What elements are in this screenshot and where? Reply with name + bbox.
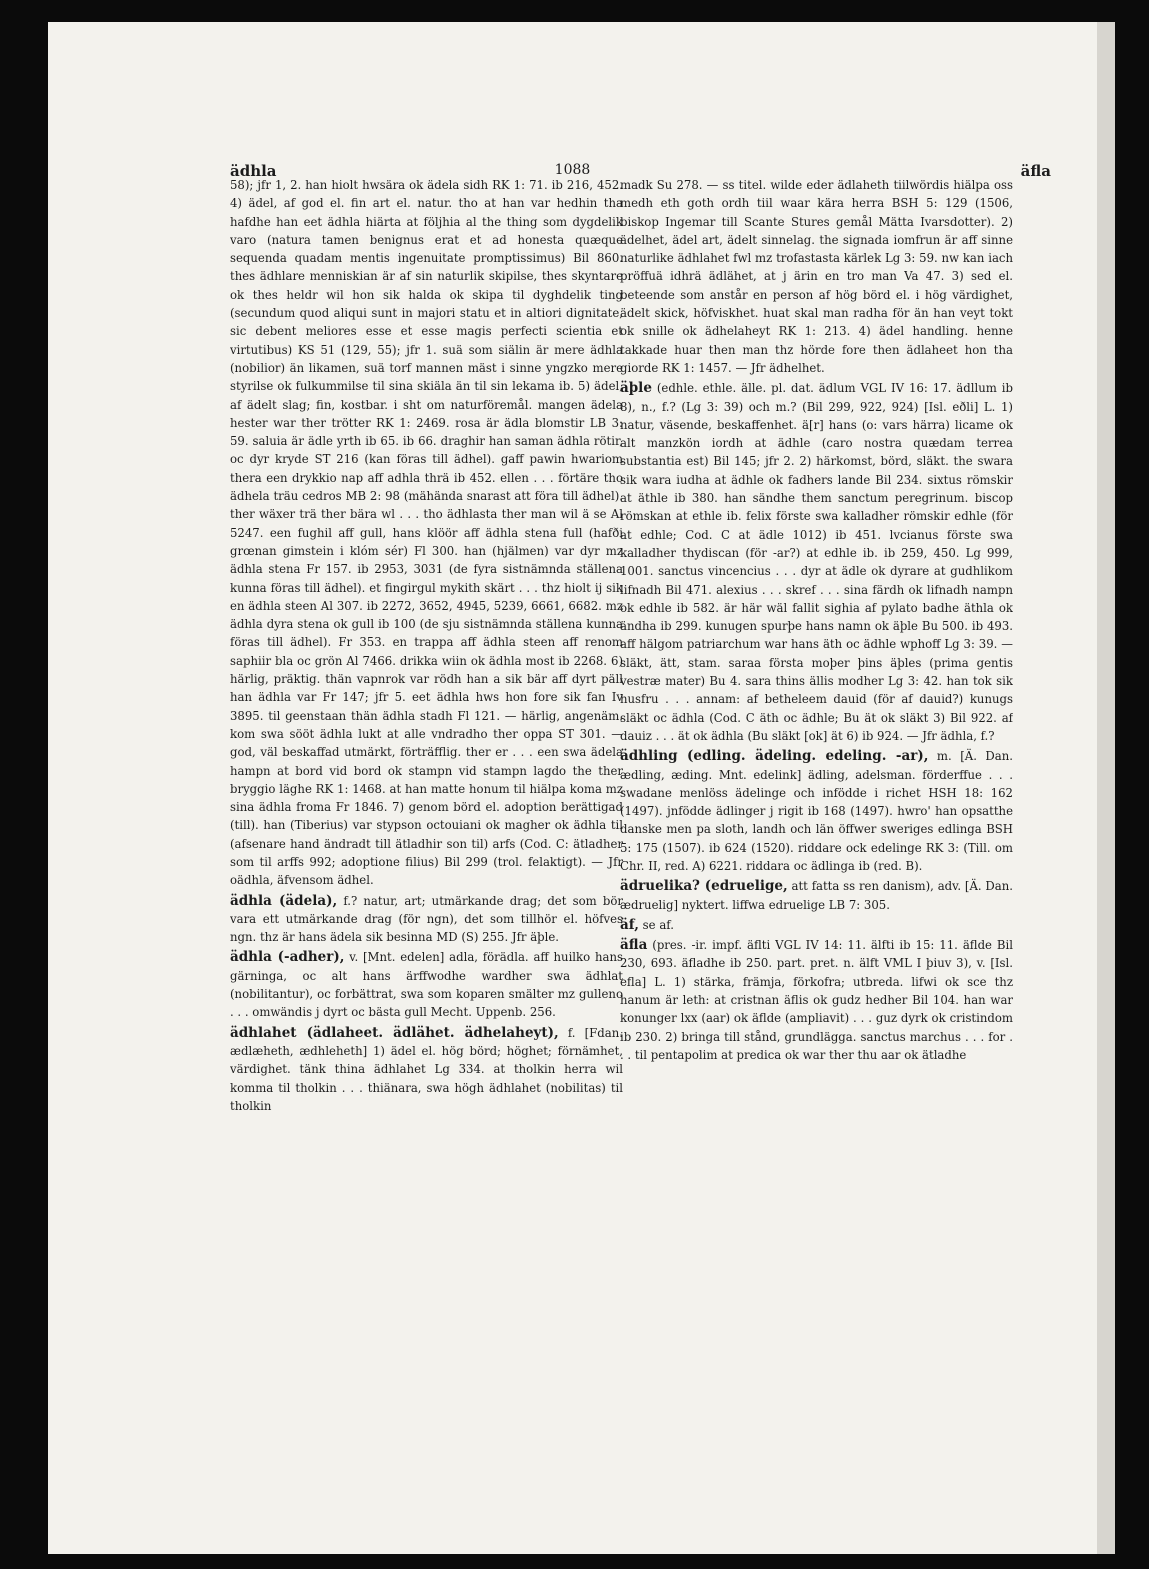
entry-text: (pres. -ir. impf. äflti VGL IV 14: 11. älfti ib 15: 11. äflde Bil 230, 693. äfladhe ib 250. part. pret. n. älft VML I þiuv 3), v. [Isl. efla] L. 1) stärka, främja, förkofra; utbreda. lifwi ok sce thz hanum är leth: at cristnan äflis ok gudz hedher Bil 104. han war konunger lxx (aar) ok äflde (ampliavit) . . . guz dyrk ok cristindom ib 230. 2) bringa till stånd, grundlägga. sanctus marchus . . . for . . . til pentapolim at predica ok war ther thu aar ok ätladhe	[620, 938, 1013, 1062]
entry-adhlahet	[230, 1024, 623, 1115]
entry-headword: äþle	[620, 380, 652, 397]
entry-athle	[620, 379, 1013, 745]
entry-adhla-f	[230, 892, 623, 947]
entry-headword: äf,	[620, 916, 639, 933]
entry-headword: äfla	[620, 937, 648, 954]
entry-af	[620, 916, 1013, 934]
page-number: 1088	[554, 162, 591, 178]
entry-text: v. [Mnt. edelen] adla, förädla. aff huilko hans gärninga, oc alt hans ärffwodhe wardher swa ädhlat (nobilitantur), oc forbättrat, swa som koparen smälter mz gulleno . . . omwändis j dyrt oc bästa gull Mecht. Uppenb. 256.	[230, 950, 623, 1020]
page-edge	[1097, 22, 1115, 1554]
entry-afla	[620, 936, 1013, 1064]
entry-headword: ädhla (-adher),	[230, 949, 345, 966]
entry-headword: ädhla (ädela),	[230, 892, 338, 909]
entry-text: se af.	[638, 917, 674, 932]
right-headword: äfla	[1020, 162, 1051, 180]
entry-adhling	[620, 747, 1013, 875]
left-paragraph-1: 58); jfr 1, 2. han hiolt hwsära ok ädela sidh RK 1: 71. ib 216, 452. 4) ädel, af god el. fin art el. natur. tho at han var hedhin tha hafdhe han eet ädhla hiärta at följhia al the thing som dygdelik varo (natura tamen benignus erat et ad honesta quæque sequenda quadam mentis ingenuitate promptissimus) Bil 860. thes ädhlare menniskian är af sin naturlik skipilse, thes skyntare ok thes heldr wil hon sik halda ok skipa til dyghdelik ting (secundum quod aliqui sunt in majori statu et in altiori dignitate, sic debent meliores esse et esse magis perfecti scientia et virtutibus) KS 51 (129, 55); jfr 1. suä som siälin är mere ädhla (nobilior) än likamen, suä torf mannen mäst i sinne yngzko mere styrilse ok fulkummilse til sina skiäla än til sin lekama ib. 5) ädel, af ädelt slag; fin, kostbar. i sht om naturföremål. mangen ädela hester war ther trötter RK 1: 2469. rosa är ädla blomstir LB 3: 59. saluia är ädle yrth ib 65. ib 66. draghir han saman ädhla rötir, oc dyr kryde ST 216 (kan föras till ädhel). gaff pawin hwariom thera een drykkio nap aff adhla thrä ib 452. ellen . . . förtäre tho ädhela träu cedros MB 2: 98 (mähända snarast att föra till ädhel). ther wäxer trä ther bära wl . . . tho ädhlasta ther man wil ä se Al 5247. een fughil aff gull, hans klöör aff ädhla stena full (hafði grœnan gimstein i klóm sér) Fl 300. han (hjälmen) var dyr mz ädhla stena Fr 157. ib 2953, 3031 (de fyra sistnämnda ställena kunna föras till ädhel). et fingirgul mykith skärt . . . thz hiolt ij sik en ädhla steen Al 307. ib 2272, 3652, 4945, 5239, 6661, 6682. mz ädhla dyra stena ok gull ib 100 (de sju sistnämnda ställena kunna föras till ädhel). Fr 353. en trappa aff ädhla steen aff renom saphiir bla oc grön Al 7466. drikka wiin ok ädhla most ib 2268. 6) härlig, präktig. thän vapnrok var rödh han a sik bär aff dyrt päll han ädhla var Fr 147; jfr 5. eet ädhla hws hon fore sik fan Iv 3895. til geenstaan thän ädhla stadh Fl 121. — härlig, angenäm. kom swa sööt ädhla lukt at alle vndradho ther oppa ST 301. — god, väl beskaffad utmärkt, förträfflig. ther er . . . een swa ädela hampn at bord vid bord ok stampn vid stampn lagdo the ther bryggio läghe RK 1: 1468. at han matte honum til hiälpa koma mz sina ädhla froma Fr 1846. 7) genom börd el. adoption berättigad (till). han (Tiberius) var stypson octouiani ok magher ok ädhla til (afsenare hand ändradt till ätladhir son til) arfs (Cod. C: ätladher som til arffs 992; adoptione filius) Bil 299 (trol. felaktigt). — Jfr oädhla, äfvensom ädhel.	[230, 178, 623, 888]
entry-headword: ädruelika? (edruelige,	[620, 878, 788, 895]
left-column	[230, 176, 623, 1376]
entry-text: f. [Fdan. ædlæheth, ædhleheth] 1) ädel el. hög börd; höghet; förnämhet, värdighet. tänk thina ädhlahet Lg 334. at tholkin herra wil komma til tholkin . . . thiänara, swa högh ädhlahet (nobilitas) til tholkin	[230, 1025, 623, 1113]
right-paragraph-1: madk Su 278. — ss titel. wilde eder ädlaheth tiilwördis hiälpa oss medh eth goth ordh tiil waar kära herra BSH 5: 129 (1506, biskop Ingemar till Scante Stures gemål Mätta Ivarsdotter). 2) ädelhet, ädel art, ädelt sinnelag. the signada iomfrun är aff sinne naturlike ädhlahet fwl mz trofastasta kärlek Lg 3: 59. nw kan iach pröffuä idhrä ädlähet, at j ärin en tro man Va 47. 3) sed el. beteende som anstår en person af hög börd el. i hög värdighet, ädelt skick, höfviskhet. huat skal man radha för än han veyt tokt ok snille ok ädhelaheyt RK 1: 213. 4) ädel handling. henne takkade huar then man thz hörde fore then ädlaheet hon tha giorde RK 1: 1457. — Jfr ädhelhet.	[620, 178, 1013, 375]
entry-text: (edhle. ethle. älle. pl. dat. ädlum VGL IV 16: 17. ädllum ib 8), n., f.? (Lg 3: 39) och m.? (Bil 299, 922, 924) [Isl. eðli] L. 1) natur, väsende, beskaffenhet. ä[r] hans (o: vars härra) licame ok alt manzkön iordh at ädhle (caro nostra quædam terrea substantia est) Bil 145; jfr 2. 2) härkomst, börd, släkt. the swara sik wara iudha at ädhle ok fadhers lande Bil 234. sixtus römskir at äthle ib 380. han sändhe them sanctum peregrinum. biscop römskan at ethle ib. felix förste swa kalladher römskir edhle (för at edhle; Cod. C at ädle 1012) ib 451. lvcianus förste swa kalladher thydiscan (för -ar?) at edhle ib. ib 259, 450. Lg 999, 1001. sanctus vincencius . . . dyr at ädle ok dyrare at gudhlikom lifnadh Bil 471. alexius . . . skref . . . sina färdh ok lifnadh nampn ok edhle ib 582. är här wäl fallit sighia af pylato badhe äthla ok ändha ib 299. kunugen spurþe hans namn ok äþle Bu 500. ib 493. aff hälgom patriarchum war hans äth oc ädhle wphoff Lg 3: 39. — släkt, ätt, stam. saraa första moþer þins äþles (prima gentis vestræ mater) Bu 4. sara thins ällis modher Lg 3: 42. han tok sik husfru . . . annam: af betheleem dauid (för af dauid?) kunugs släkt oc ädhla (Cod. C äth oc ädhle; Bu ät ok släkt 3) Bil 922. af dauiz . . . ät ok ädhla (Bu släkt [ok] ät 6) ib 924. — Jfr ädhla, f.?	[620, 381, 1013, 743]
entry-headword: ädhling (edling. ädeling. edeling. -ar),	[620, 748, 929, 765]
entry-headword: ädhlahet (ädlaheet. ädlähet. ädhelaheyt),	[230, 1024, 559, 1041]
entry-adhla-v	[230, 948, 623, 1021]
entry-text: f.? natur, art; utmärkande drag; det som bör vara ett utmärkande drag (för ngn), det som tillhör el. höfves ngn. thz är hans ädela sik besinna MD (S) 255. Jfr äþle.	[230, 893, 623, 945]
entry-text: att fatta ss ren danism), adv. [Ä. Dan. ædruelig] nyktert. liffwa edruelige LB 7: 305.	[620, 879, 1013, 912]
right-column	[620, 176, 1013, 1376]
entry-text: m. [Ä. Dan. ædling, æding. Mnt. edelink] ädling, adelsman. förderffue . . . swadane menlöss ädelinge och infödde i richet HSH 18: 162 (1497). jnfödde ädlinger j rigit ib 168 (1497). hwro' han opsatthe danske men pa sloth, landh och län öffwer sweriges edlinga BSH 5: 175 (1507). ib 624 (1520). riddare ock edelinge RK 3: (Till. om Chr. II, red. A) 6221. riddara oc ädlinga ib (red. B).	[620, 749, 1013, 873]
entry-adruelika	[620, 877, 1013, 914]
left-headword: ädhla	[230, 162, 277, 180]
